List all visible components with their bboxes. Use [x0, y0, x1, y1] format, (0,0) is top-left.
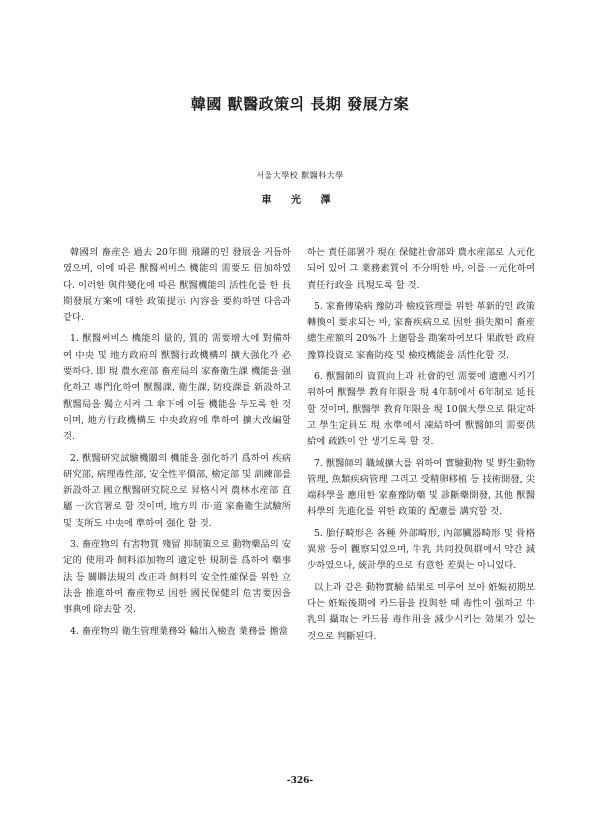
recommendation-4-start: 4. 畜産物의 衛生管理業務와 輸出入檢査 業務를 擔當: [70, 625, 288, 637]
right-column: [307, 245, 535, 650]
conclusion-paragraph: 以上과 같은 動物實驗 結果로 미루어 보아 姙娠初期보다는 姙娠後期에 카드뮴을 投與한 때 毒性이 强하고 牛乳의 攝取는 카드뮴 毒作用을 減少시키는 効果가 있는 것으로 判斷된다.: [307, 581, 535, 642]
recommendation-3: 3. 畜産物의 有害物質 殘留 抑制策으로 動物藥品의 安定的 使用과 飼料添加物의 適定한 規制를 爲하여 藥事法 등 關聯法規의 改正과 飼料의 安全性確保를 위한 立法을 推進하여 畜産物로 因한 國民保健의 危害要因을 事典에 除去할 것.: [63, 539, 291, 616]
recommendation-5: 5. 家畜傳染病 豫防과 檢疫管理를 위한 革新的인 政策轉換이 要求되는 바, 家畜疾病으로 因한 損失額이 畜産總生産額의 20%가 上廻함을 勘案하여보다 果敢한 政府豫算投資로 家畜防疫 및 檢疫機能을 活性化할 것.: [307, 300, 535, 361]
recommendation-1: 1. 獸醫써비스 機能의 量的, 質的 需要增大에 對備하여 中央 및 地方政府의 獸醫行政機構의 擴大强化가 必要하다. 即 現 農水産部 畜産局의 家畜衛生課 機能을 强化하고 專門化하여 獸醫課, 衛生課, 防疫課를 新設하고 獸醫局을 獨立시켜 그 傘下에 이들 機能을 두도록 한 것이며, 地方行政機構도 中央政府에 準하여 擴大改編할 것.: [63, 333, 291, 443]
finding-5: 5. 胎仔畸形은 各種 外部畸形, 內部臟器畸形 및 骨格異常 등이 觀察되었으며, 牛乳 共同投與群에서 약간 減少하였으나, 統計學的으로 有意한 差異는 아니었다.: [307, 527, 535, 572]
recommendation-2: 2. 獸醫研究試驗機關의 機能을 强化하기 爲하여 疾病研究部, 病理毒性部, 安全性平價部, 檢定部 및 訓練部를 新設하고 國立獸醫研究院으로 昇格시켜 農林水産部 直屬 一次官署로 할 것이며, 地方의 市·道 家畜衛生試驗所 및 支所도 中央에 準하여 强化 할 것.: [63, 452, 291, 529]
paper-title: 韓國 獸醫政策의 長期 發展方案: [190, 95, 410, 113]
recommendation-4-cont: 하는 責任部署가 現在 保健社會部와 農水産部로 人元化되어 있어 그 業務素質이 不分明한 바, 이를 一元化하여 責任行政을 具現도록 할 것.: [307, 247, 535, 291]
left-column: [63, 245, 291, 645]
author-name: 車 光 澤: [261, 195, 339, 206]
intro-paragraph: 韓國의 畜産은 過去 20年間 飛躍的인 發展을 거듭하였으며, 이에 따른 獸醫써비스 機能의 需要도 倍加하였다. 이러한 與件變化에 따른 獸醫機能의 活性化를 한 長期發展方案에 대한 政策提示 內容을 要約하면 다음과 같다.: [63, 247, 291, 324]
page-number: -326-: [286, 776, 314, 786]
author-affiliation: 서울大學校 獸醫科大學: [256, 171, 344, 180]
recommendation-6: 6. 獸醫師의 資質向上과 社會的인 需要에 適應시키기 위하여 獸醫學 教育年限을 現 4年制에서 6年制로 延長할 것이며, 獸醫學 教育年限을 現 10個大學으로 限定하고 學生定員도 現 水準에서 凍結하여 獸醫師의 需要供給에 疏跌이 안 생기도록 할 것.: [307, 371, 535, 448]
recommendation-7: 7. 獸醫師의 職域擴大를 위하여 實驗動物 및 野生動物管理, 魚類疾病管理 그리고 受精卵移植 등 技術開發, 尖端科學을 應用한 家畜豫防藥 및 診斷藥開發, 其他 獸醫科學의 先進化를 위한 政策的 配慮를 講究할 것.: [307, 457, 535, 518]
